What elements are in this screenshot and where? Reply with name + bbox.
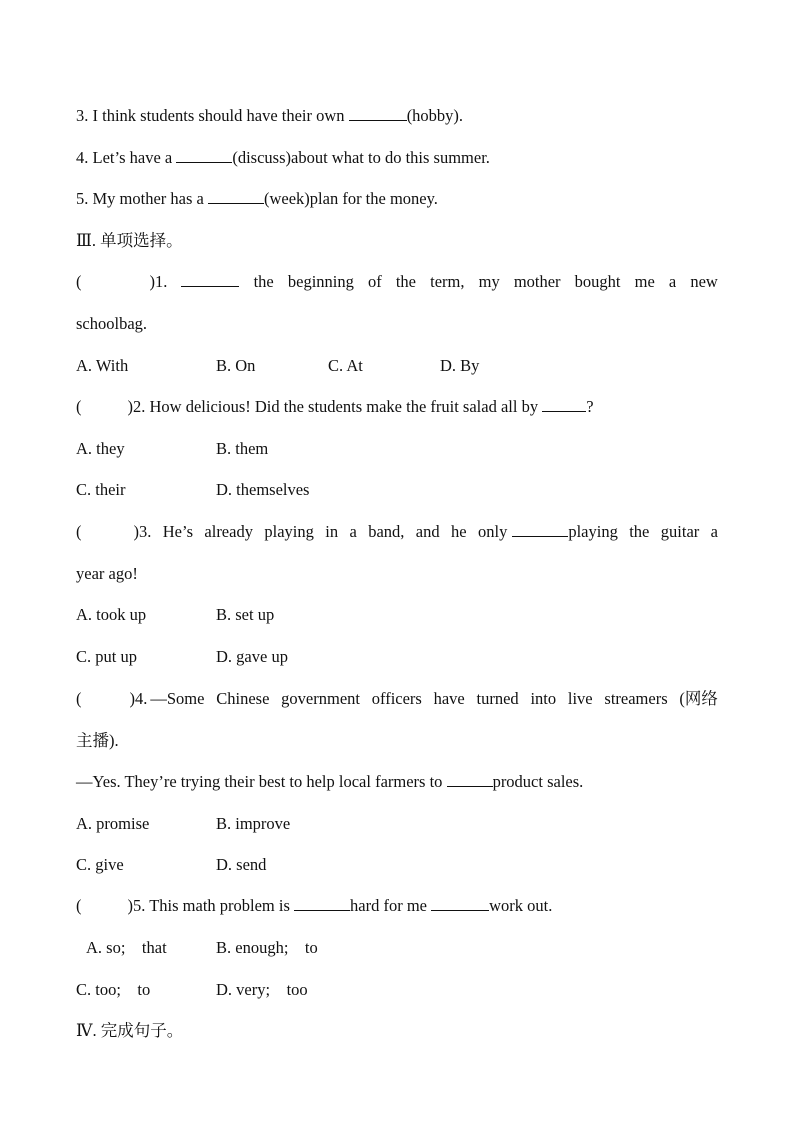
answer-paren-open: ( — [76, 397, 82, 416]
word: live — [567, 689, 593, 708]
mcq-2-option-a[interactable]: A. they — [76, 439, 125, 458]
word: )4. — [129, 689, 148, 708]
mcq-4-option-d[interactable]: D. send — [216, 855, 267, 874]
answer-blank[interactable] — [542, 397, 586, 412]
word: already — [204, 522, 253, 541]
mcq-1-option-b[interactable]: B. On — [216, 356, 256, 375]
word: in — [325, 522, 339, 541]
mcq-1-number: )1. — [149, 272, 168, 291]
answer-paren-open: ( — [76, 896, 82, 915]
answer-blank[interactable] — [431, 896, 489, 911]
answer-paren-space[interactable] — [82, 272, 150, 292]
mcq-1-option-a[interactable]: A. With — [76, 356, 129, 375]
answer-blank[interactable] — [512, 522, 568, 537]
word: turned — [476, 689, 519, 708]
section-4-heading: Ⅳ. 完成句子。 — [76, 1021, 184, 1040]
question-4-hint: (discuss)about what to do this summer. — [232, 148, 490, 167]
mcq-3-option-a[interactable]: A. took up — [76, 605, 147, 624]
mcq-5-option-a[interactable]: A. so; that — [86, 938, 167, 957]
mcq-1-option-d[interactable]: D. By — [440, 356, 480, 375]
mcq-5-option-c[interactable]: C. too; to — [76, 980, 151, 999]
mcq-1-option-c[interactable]: C. At — [328, 356, 363, 375]
word: playing — [568, 522, 618, 541]
word: a — [710, 522, 718, 541]
word: a — [349, 522, 357, 541]
answer-paren-space[interactable] — [82, 522, 134, 542]
mcq-4-continued: 主播). — [76, 731, 119, 750]
mcq-2-option-b[interactable]: B. them — [216, 439, 269, 458]
mcq-4-option-b[interactable]: B. improve — [216, 814, 291, 833]
word: he — [451, 522, 467, 541]
question-4-discuss — [76, 148, 490, 168]
mcq-4-stem — [76, 689, 718, 709]
answer-blank[interactable] — [349, 106, 407, 121]
word: Chinese — [216, 689, 270, 708]
word: (网络 — [679, 689, 718, 708]
word: the — [395, 272, 417, 291]
word: officers — [371, 689, 422, 708]
mcq-1-continued: schoolbag. — [76, 314, 148, 333]
mcq-5-text-a: )5. This math problem is — [127, 896, 295, 915]
section-3-heading: Ⅲ. 单项选择。 — [76, 231, 183, 250]
word: my — [478, 272, 500, 291]
answer-blank[interactable] — [181, 272, 239, 287]
mcq-3-option-b[interactable]: B. set up — [216, 605, 275, 624]
answer-paren-open: ( — [76, 689, 82, 708]
mcq-2-text: )2. How delicious! Did the students make the fruit salad all by — [127, 397, 543, 416]
mcq-4-option-c[interactable]: C. give — [76, 855, 124, 874]
word: only — [477, 522, 508, 541]
word: playing — [264, 522, 314, 541]
word: mother — [513, 272, 561, 291]
mcq-2-end: ? — [586, 397, 594, 416]
word: guitar — [660, 522, 700, 541]
mcq-1-number-group — [76, 272, 167, 292]
question-4-text: 4. Let’s have a — [76, 148, 177, 167]
mcq-3-continued: year ago! — [76, 564, 138, 583]
mcq-4-response-end: product sales. — [492, 772, 584, 791]
question-3-text: 3. I think students should have their own — [76, 106, 349, 125]
word: )3. — [133, 522, 152, 541]
answer-blank[interactable] — [447, 772, 493, 787]
mcq-3-option-c[interactable]: C. put up — [76, 647, 137, 666]
answer-blank[interactable] — [176, 148, 232, 163]
word: a — [668, 272, 677, 291]
word: the — [629, 522, 650, 541]
question-5-hint: (week)plan for the money. — [263, 189, 438, 208]
word: —Some — [150, 689, 205, 708]
mcq-4-response — [76, 772, 583, 792]
mcq-3-blank-group — [478, 522, 618, 542]
word: band, — [368, 522, 405, 541]
word: of — [367, 272, 382, 291]
mcq-3-option-d[interactable]: D. gave up — [216, 647, 288, 666]
question-5-text: 5. My mother has a — [76, 189, 208, 208]
answer-paren-open: ( — [76, 272, 82, 291]
word: bought — [574, 272, 621, 291]
mcq-4-response-text: —Yes. They’re trying their best to help local farmers to — [76, 772, 447, 791]
mcq-2-stem — [76, 397, 594, 417]
mcq-4-number-group — [76, 689, 204, 709]
answer-paren-open: ( — [76, 522, 82, 541]
mcq-5-text-c: work out. — [489, 896, 553, 915]
mcq-5-text-b: hard for me — [350, 896, 432, 915]
word: beginning — [287, 272, 354, 291]
answer-blank[interactable] — [294, 896, 350, 911]
word: streamers — [604, 689, 668, 708]
word: the — [253, 272, 274, 291]
question-3-hint: (hobby). — [406, 106, 464, 125]
question-5-week — [76, 189, 438, 209]
mcq-1-stem — [76, 272, 718, 292]
word: government — [281, 689, 360, 708]
question-3-hobby — [76, 106, 463, 126]
word: into — [530, 689, 557, 708]
mcq-2-option-d[interactable]: D. themselves — [216, 480, 310, 499]
mcq-3-stem — [76, 522, 718, 542]
answer-blank[interactable] — [208, 189, 264, 204]
word: new — [690, 272, 718, 291]
mcq-5-stem — [76, 896, 552, 916]
word: me — [634, 272, 655, 291]
word: He’s — [162, 522, 194, 541]
mcq-5-option-d[interactable]: D. very; too — [216, 980, 308, 999]
mcq-4-option-a[interactable]: A. promise — [76, 814, 150, 833]
mcq-3-number-group — [76, 522, 151, 542]
answer-paren-space[interactable] — [82, 689, 130, 709]
mcq-2-option-c[interactable]: C. their — [76, 480, 126, 499]
mcq-5-option-b[interactable]: B. enough; to — [216, 938, 318, 957]
word: and — [415, 522, 440, 541]
word: have — [433, 689, 465, 708]
word: term, — [430, 272, 465, 291]
